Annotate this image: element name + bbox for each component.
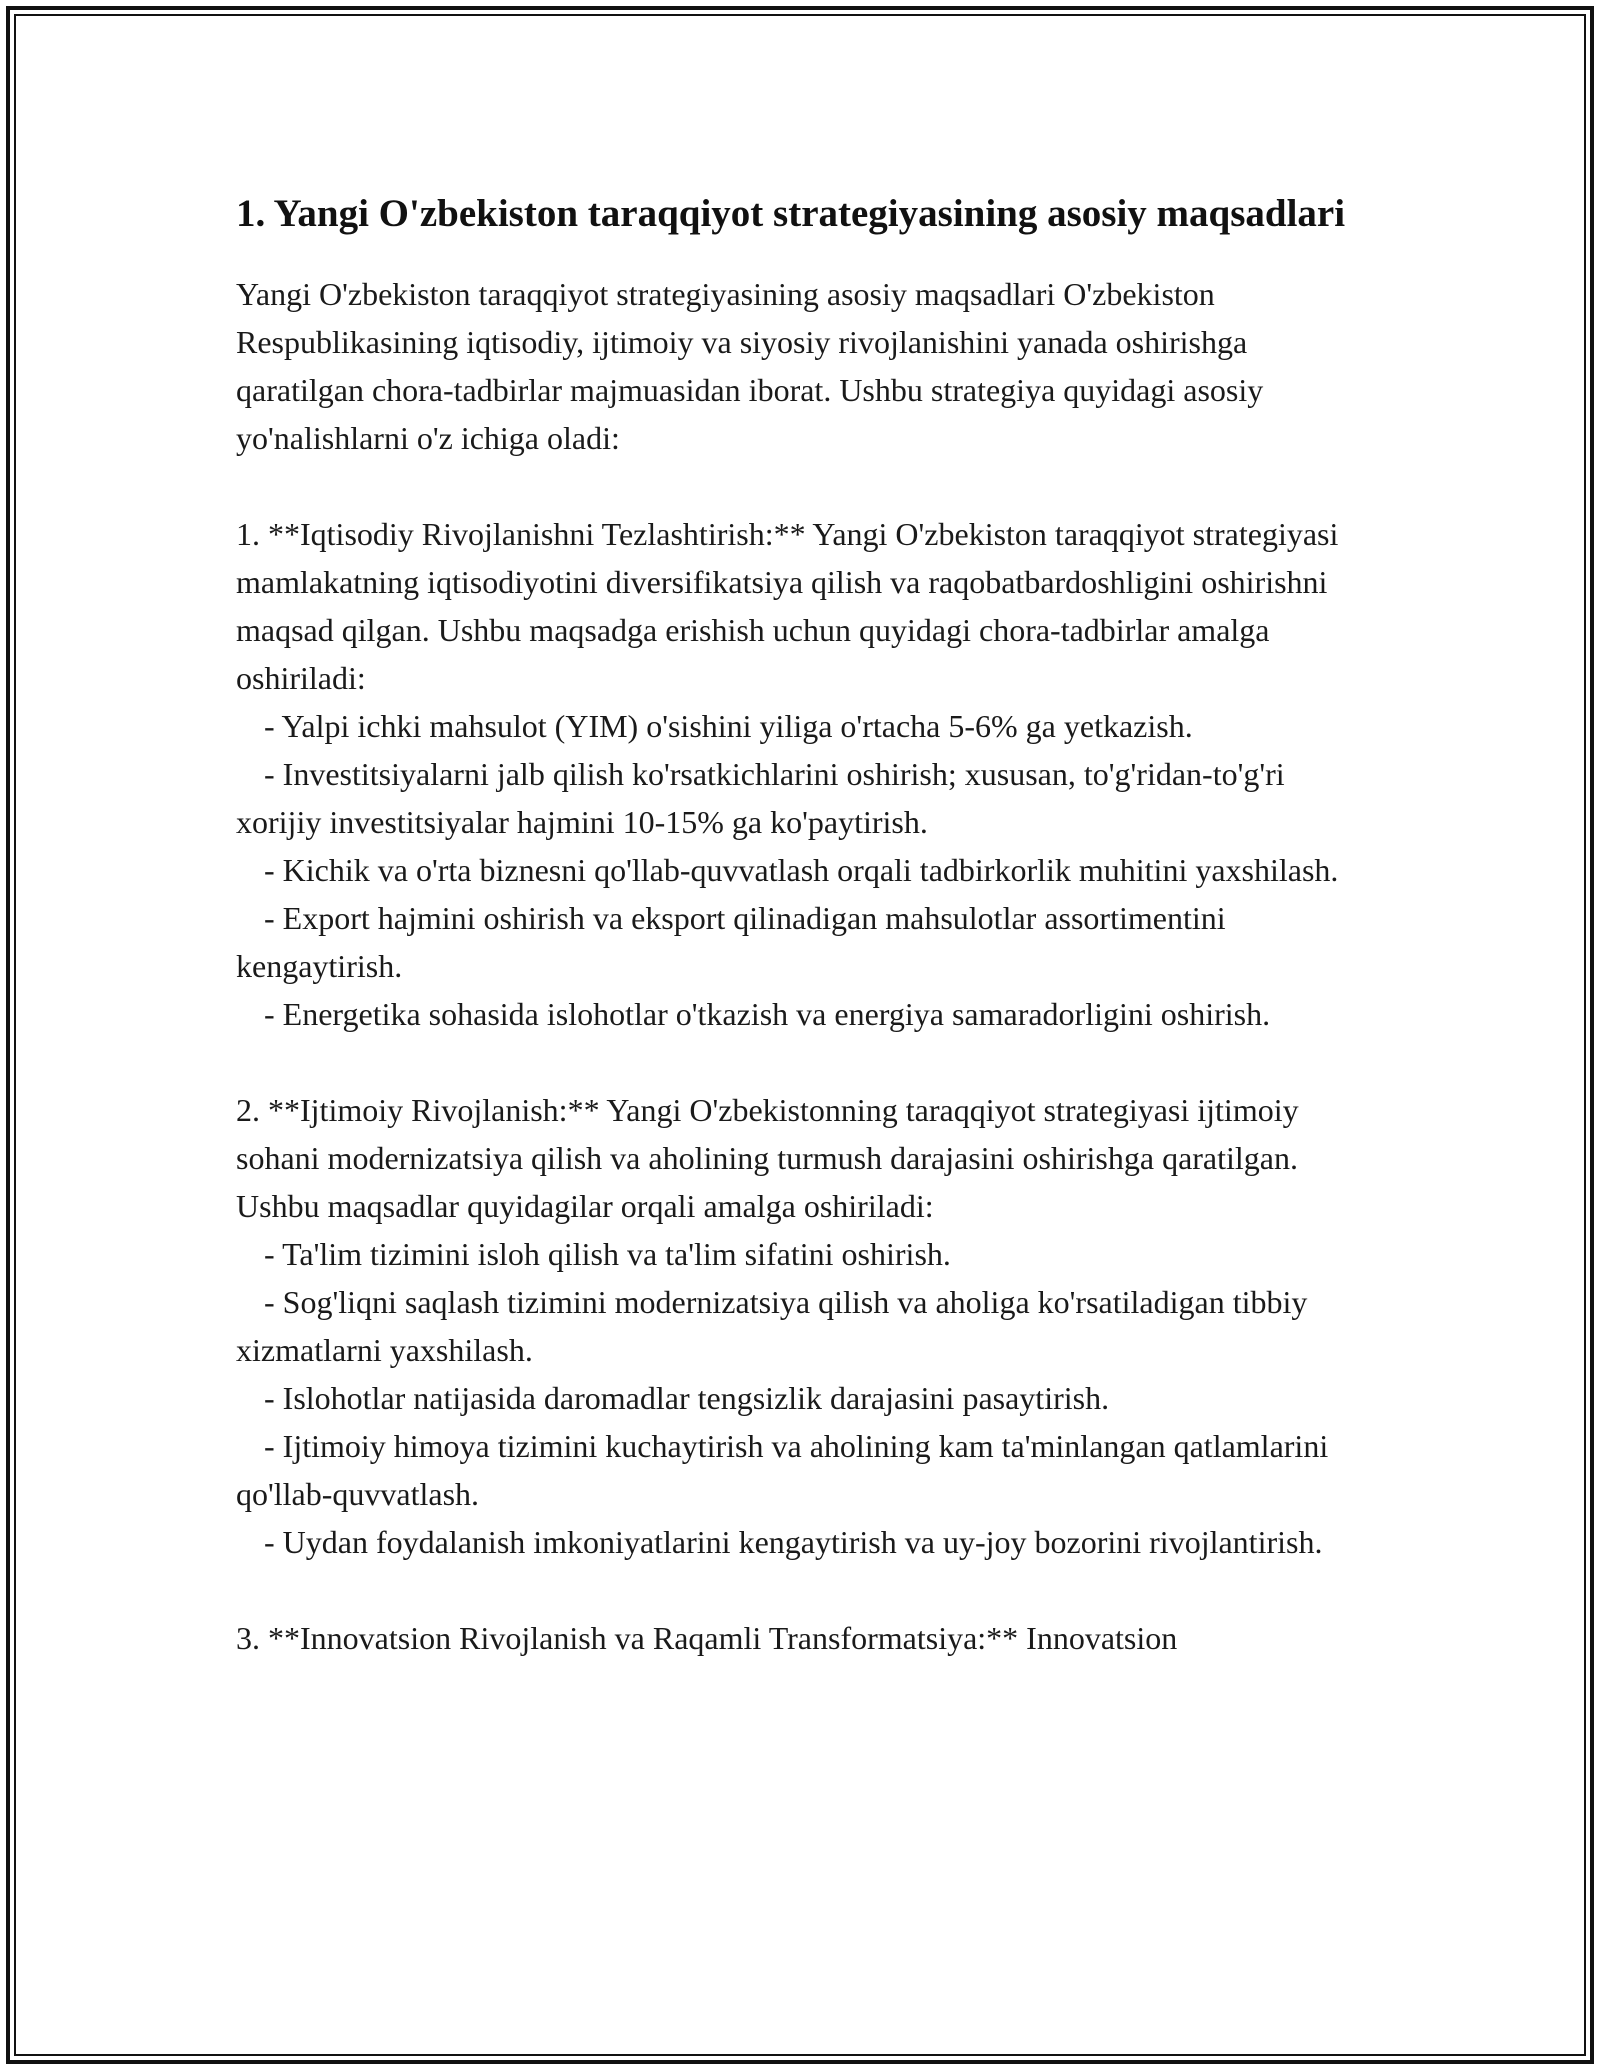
section-text: 3. **Innovatsion Rivojlanish va Raqamli Transformatsiya:** Innovatsion: [236, 1620, 1178, 1656]
bullet-list: [236, 702, 1376, 1038]
list-item: - Export hajmini oshirish va eksport qilinadigan mahsulotlar assortimentini kengaytirish.: [236, 900, 1226, 984]
list-item: - Sog'liqni saqlash tizimini modernizatsiya qilish va aholiga ko'rsatiladigan tibbiy xizmatlarni yaxshilash.: [236, 1284, 1308, 1368]
section-innovation: [236, 1614, 1376, 1662]
document-title: 1. Yangi O'zbekiston taraqqiyot strategiyasining asosiy maqsadlari: [236, 192, 1346, 235]
list-item: - Islohotlar natijasida daromadlar tengsizlik darajasini pasaytirish.: [264, 1380, 1110, 1416]
section-text: 2. **Ijtimoiy Rivojlanish:** Yangi O'zbekistonning taraqqiyot strategiyasi ijtimoiy sohani modernizatsiya qilish va aholining turmush darajasini oshirishga qaratilgan. Ushbu maqsadlar quyidagilar orqali amalga oshiriladi:: [236, 1092, 1299, 1224]
section-text: 1. **Iqtisodiy Rivojlanishni Tezlashtirish:** Yangi O'zbekiston taraqqiyot strategiyasi mamlakatning iqtisodiyotini diversifikatsiya qilish va raqobatbardoshligini oshirishni maqsad qilgan. Ushbu maqsadga erishish uchun quyidagi chora-tadbirlar amalga oshiriladi:: [236, 516, 1339, 696]
document-page: [236, 186, 1376, 1662]
list-item: - Ta'lim tizimini isloh qilish va ta'lim sifatini oshirish.: [264, 1236, 951, 1272]
list-item: - Energetika sohasida islohotlar o'tkazish va energiya samaradorligini oshirish.: [264, 996, 1271, 1032]
intro-paragraph: Yangi O'zbekiston taraqqiyot strategiyasining asosiy maqsadlari O'zbekiston Respublikasining iqtisodiy, ijtimoiy va siyosiy rivojlanishini yanada oshirishga qaratilgan chora-tadbirlar majmuasidan iborat. Ushbu strategiya quyidagi asosiy yo'nalishlarni o'z ichiga oladi:: [236, 276, 1264, 456]
list-item: - Uydan foydalanish imkoniyatlarini kengaytirish va uy-joy bozorini rivojlantirish.: [264, 1524, 1323, 1560]
list-item: - Kichik va o'rta biznesni qo'llab-quvvatlash orqali tadbirkorlik muhitini yaxshilash.: [264, 852, 1339, 888]
list-item: - Investitsiyalarni jalb qilish ko'rsatkichlarini oshirish; xususan, to'g'ridan-to'g'ri xorijiy investitsiyalar hajmini 10-15% ga ko'paytirish.: [236, 756, 1285, 840]
section-economic: [236, 510, 1376, 1038]
list-item: - Yalpi ichki mahsulot (YIM) o'sishini yiliga o'rtacha 5-6% ga yetkazish.: [264, 708, 1193, 744]
list-item: - Ijtimoiy himoya tizimini kuchaytirish va aholining kam ta'minlangan qatlamlarini qo'llab-quvvatlash.: [236, 1428, 1329, 1512]
bullet-list: [236, 1230, 1376, 1566]
section-social: [236, 1086, 1376, 1566]
